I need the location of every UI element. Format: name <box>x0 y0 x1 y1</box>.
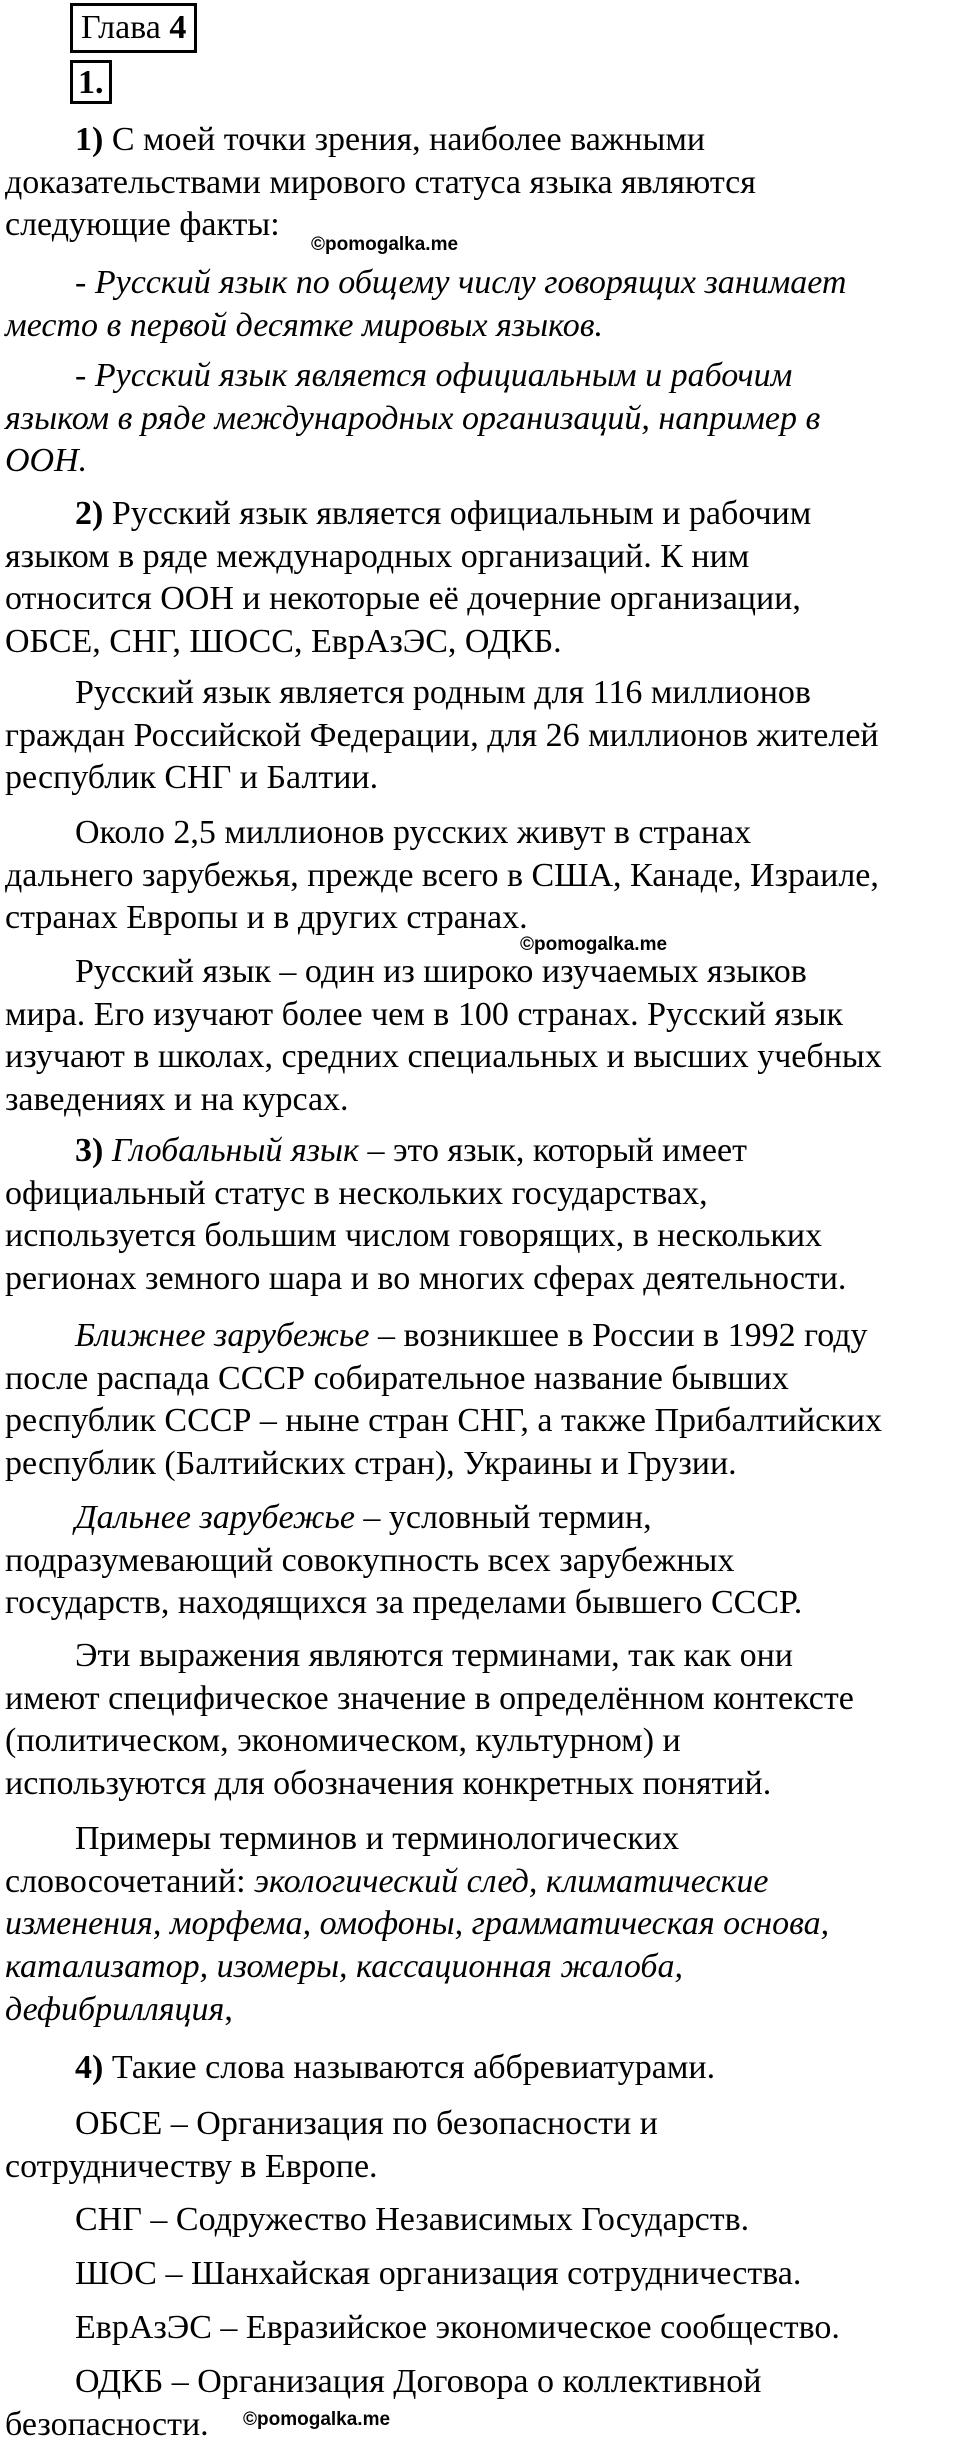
fact-2: - Русский язык является официальным и рабочим языком в ряде международных организаций, например в ООН. <box>5 357 821 480</box>
item-marker: 2) <box>75 495 104 532</box>
paragraph-2: 2) Русский язык является официальным и рабочим языком в ряде международных организаций. К ним относится ООН и некоторые её дочерние организации, ОБСЕ, СНГ, ШОСС, ЕврАзЭС, ОДКБ. <box>5 495 812 661</box>
abbr-odkb: ОДКБ – Организация Договора о коллективной безопасности. <box>5 2363 762 2443</box>
item-marker: 4) <box>75 2049 104 2086</box>
term: Глобальный язык <box>103 1132 359 1169</box>
watermark: ©pomogalka.me <box>311 234 459 255</box>
fact-1: - Русский язык по общему числу говорящих занимает место в первой десятке мировых языков. <box>5 264 847 344</box>
watermark: ©pomogalka.me <box>243 2409 391 2430</box>
abbr-evrazes: ЕврАзЭС – Евразийское экономическое сообщество. <box>75 2309 840 2346</box>
paragraph-9: Эти выражения являются терминами, так как они имеют специфическое значение в определённом контексте (политическом, экономическом, культурном) и используются для обозначения конкретных понятий. <box>5 1637 854 1803</box>
task-number: 1. <box>70 60 112 104</box>
item-marker: 1) <box>75 121 104 158</box>
paragraph-6: 3) Глобальный язык – это язык, который имеет официальный статус в нескольких государствах, используется большим числом говорящих, в нескольких регионах земного шара и во многих сферах деятельности. <box>5 1132 847 1298</box>
abbr-shos: ШОС – Шанхайская организация сотрудничества. <box>75 2255 802 2292</box>
abbr-sng: СНГ – Содружество Независимых Государств. <box>75 2201 750 2238</box>
paragraph-3: Русский язык является родным для 116 миллионов граждан Российской Федерации, для 26 миллионов жителей республик СНГ и Балтии. <box>5 674 879 797</box>
paragraph-11: 4) Такие слова называются аббревиатурами. <box>75 2049 716 2086</box>
paragraph-10: Примеры терминов и терминологических словосочетаний: экологический след, климатические изменения, морфема, омофоны, грамматическая основа, катализатор, изомеры, кассационная жалоба, дефибрилляция, <box>5 1820 830 2028</box>
watermark: ©pomogalka.me <box>520 934 668 955</box>
paragraph-1: 1) С моей точки зрения, наиболее важными доказательствами мирового статуса языка являются следующие факты: <box>5 121 756 244</box>
chapter-heading <box>70 3 197 53</box>
chapter-word: Глава <box>81 9 161 46</box>
abbr-obse: ОБСЕ – Организация по безопасности и сотрудничеству в Европе. <box>5 2105 658 2185</box>
paragraph-5: Русский язык – один из широко изучаемых языков мира. Его изучают более чем в 100 странах. Русский язык изучают в школах, средних специальных и высших учебных заведениях и на курсах. <box>5 953 882 1119</box>
paragraph-4: Около 2,5 миллионов русских живут в странах дальнего зарубежья, прежде всего в США, Канаде, Израиле, странах Европы и в других странах. <box>5 814 879 937</box>
chapter-number: 4 <box>169 9 187 46</box>
term: Дальнее зарубежье <box>75 1499 355 1536</box>
term: Ближнее зарубежье <box>75 1317 370 1354</box>
paragraph-7: Ближнее зарубежье – возникшее в России в 1992 году после распада СССР собирательное название бывших республик СССР – ныне стран СНГ, а также Прибалтийских республик (Балтийских стран), Украины и Грузии. <box>5 1317 882 1483</box>
item-marker: 3) <box>75 1132 104 1169</box>
paragraph-8: Дальнее зарубежье – условный термин, подразумевающий совокупность всех зарубежных государств, находящихся за пределами бывшего СССР. <box>5 1499 803 1622</box>
